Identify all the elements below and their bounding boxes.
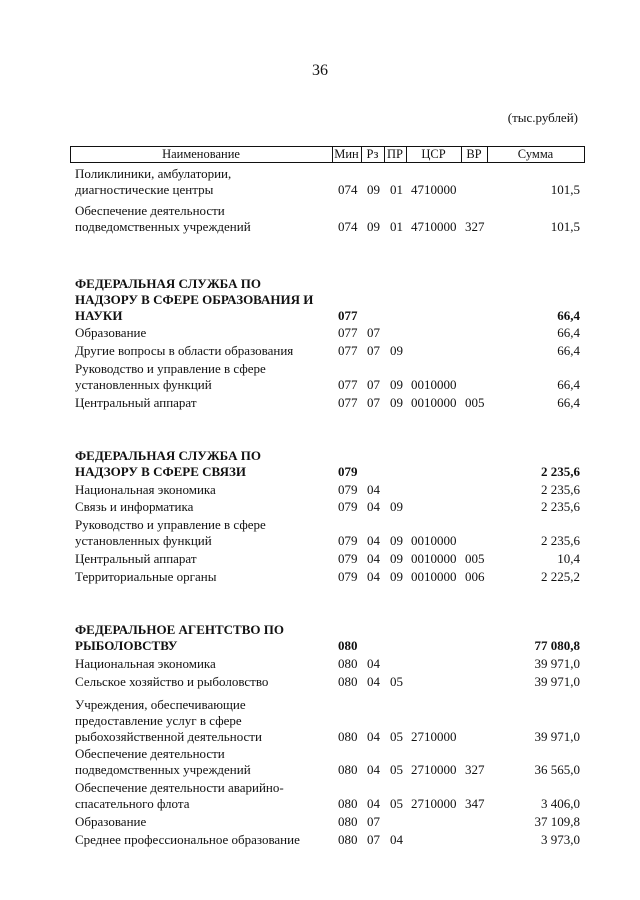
row-min: 077 <box>338 343 358 358</box>
row-vr: 006 <box>465 569 485 584</box>
row-sum: 101,5 <box>550 182 580 197</box>
row-csr: 0010000 <box>411 395 457 410</box>
row-sum: 2 235,6 <box>541 482 580 497</box>
row-pr: 09 <box>390 569 403 584</box>
row-name: Обеспечение деятельности подведомственных учреждений <box>75 746 251 777</box>
row-name: Связь и информатика <box>75 499 194 514</box>
row-name: Центральный аппарат <box>75 395 197 410</box>
units-label: (тыс.рублей) <box>507 110 578 125</box>
row-csr: 0010000 <box>411 533 457 548</box>
table-row <box>0 203 640 237</box>
row-rz: 07 <box>367 343 380 358</box>
row-csr: 0010000 <box>411 569 457 584</box>
row-sum: 39 971,0 <box>534 674 580 689</box>
row-sum: 66,4 <box>557 377 580 392</box>
row-sum: 37 109,8 <box>534 814 580 829</box>
header-bottom-border <box>70 162 585 163</box>
row-min: 079 <box>338 551 358 566</box>
header-min: Мин <box>332 146 362 162</box>
row-csr: 2710000 <box>411 729 457 744</box>
row-name: ФЕДЕРАЛЬНАЯ СЛУЖБА ПО НАДЗОРУ В СФЕРЕ ОБРАЗОВАНИЯ И НАУКИ <box>75 276 314 323</box>
row-min: 080 <box>338 674 358 689</box>
header-rz: Рз <box>361 146 385 162</box>
table-row <box>0 482 640 500</box>
row-min: 074 <box>338 182 358 197</box>
row-rz: 07 <box>367 814 380 829</box>
table-row <box>0 343 640 361</box>
row-min: 079 <box>338 482 358 497</box>
header-name: Наименование <box>70 146 333 162</box>
row-csr: 0010000 <box>411 551 457 566</box>
row-sum: 66,4 <box>557 395 580 410</box>
row-csr: 2710000 <box>411 762 457 777</box>
row-min: 077 <box>338 377 358 392</box>
row-sum: 3 973,0 <box>541 832 580 847</box>
table-row <box>0 395 640 413</box>
row-rz: 07 <box>367 832 380 847</box>
table-row <box>0 814 640 832</box>
row-min: 080 <box>338 729 358 744</box>
row-min: 074 <box>338 219 358 234</box>
table-row <box>0 517 640 551</box>
header-vr: ВР <box>461 146 488 162</box>
table-row <box>0 551 640 569</box>
table-row <box>0 499 640 517</box>
row-min: 077 <box>338 325 358 340</box>
row-min: 079 <box>338 464 358 479</box>
row-sum: 77 080,8 <box>534 638 580 653</box>
row-sum: 2 235,6 <box>541 464 580 479</box>
row-rz: 04 <box>367 656 380 671</box>
row-rz: 04 <box>367 499 380 514</box>
row-pr: 09 <box>390 377 403 392</box>
header-csr: ЦСР <box>406 146 462 162</box>
row-pr: 09 <box>390 533 403 548</box>
table-header <box>70 146 585 162</box>
row-min: 080 <box>338 814 358 829</box>
row-vr: 327 <box>465 762 485 777</box>
row-min: 079 <box>338 569 358 584</box>
row-sum: 10,4 <box>557 551 580 566</box>
row-min: 080 <box>338 832 358 847</box>
row-pr: 05 <box>390 762 403 777</box>
row-min: 080 <box>338 762 358 777</box>
row-sum: 39 971,0 <box>534 729 580 744</box>
row-pr: 09 <box>390 343 403 358</box>
table-row <box>0 622 640 656</box>
row-pr: 09 <box>390 395 403 410</box>
row-sum: 3 406,0 <box>541 796 580 811</box>
row-sum: 36 565,0 <box>534 762 580 777</box>
row-min: 080 <box>338 638 358 653</box>
table-row <box>0 656 640 674</box>
row-name: Образование <box>75 325 147 340</box>
row-rz: 07 <box>367 377 380 392</box>
row-min: 080 <box>338 656 358 671</box>
row-name: Учреждения, обеспечивающие предоставление услуг в сфере рыбохозяйственной деятельности <box>75 697 262 744</box>
table-row <box>0 697 640 747</box>
row-name: Руководство и управление в сфере установленных функций <box>75 517 266 548</box>
row-pr: 01 <box>390 182 403 197</box>
table-row <box>0 780 640 814</box>
table-row <box>0 569 640 587</box>
row-pr: 05 <box>390 674 403 689</box>
row-min: 077 <box>338 395 358 410</box>
table-row <box>0 361 640 395</box>
row-name: ФЕДЕРАЛЬНАЯ СЛУЖБА ПО НАДЗОРУ В СФЕРЕ СВЯЗИ <box>75 448 261 479</box>
table-row <box>0 832 640 850</box>
table-row <box>0 674 640 692</box>
row-sum: 66,4 <box>557 308 580 323</box>
row-rz: 04 <box>367 533 380 548</box>
row-min: 080 <box>338 796 358 811</box>
row-name: Образование <box>75 814 147 829</box>
row-sum: 101,5 <box>550 219 580 234</box>
row-csr: 2710000 <box>411 796 457 811</box>
row-sum: 2 225,2 <box>541 569 580 584</box>
row-name: Среднее профессиональное образование <box>75 832 300 847</box>
row-rz: 04 <box>367 569 380 584</box>
table-row <box>0 166 640 200</box>
page-number: 36 <box>312 62 328 79</box>
row-min: 077 <box>338 308 358 323</box>
row-pr: 01 <box>390 219 403 234</box>
row-pr: 05 <box>390 796 403 811</box>
row-pr: 04 <box>390 832 403 847</box>
row-name: ФЕДЕРАЛЬНОЕ АГЕНТСТВО ПО РЫБОЛОВСТВУ <box>75 622 284 653</box>
row-name: Обеспечение деятельности аварийно- спасательного флота <box>75 780 284 811</box>
row-rz: 07 <box>367 395 380 410</box>
row-csr: 4710000 <box>411 182 457 197</box>
row-vr: 005 <box>465 551 485 566</box>
row-name: Поликлиники, амбулатории, диагностические центры <box>75 166 232 197</box>
row-name: Национальная экономика <box>75 482 216 497</box>
row-name: Центральный аппарат <box>75 551 197 566</box>
row-sum: 66,4 <box>557 325 580 340</box>
row-sum: 39 971,0 <box>534 656 580 671</box>
row-sum: 66,4 <box>557 343 580 358</box>
header-sum: Сумма <box>487 146 585 162</box>
row-vr: 005 <box>465 395 485 410</box>
row-pr: 09 <box>390 499 403 514</box>
row-rz: 04 <box>367 796 380 811</box>
row-vr: 347 <box>465 796 485 811</box>
row-min: 079 <box>338 499 358 514</box>
row-rz: 09 <box>367 219 380 234</box>
row-name: Другие вопросы в области образования <box>75 343 294 358</box>
row-pr: 09 <box>390 551 403 566</box>
row-rz: 04 <box>367 762 380 777</box>
header-pr: ПР <box>384 146 407 162</box>
row-sum: 2 235,6 <box>541 499 580 514</box>
row-name: Обеспечение деятельности подведомственных учреждений <box>75 203 251 234</box>
table-row <box>0 325 640 343</box>
row-name: Руководство и управление в сфере установленных функций <box>75 361 266 392</box>
row-min: 079 <box>338 533 358 548</box>
row-name: Сельское хозяйство и рыболовство <box>75 674 269 689</box>
row-vr: 327 <box>465 219 485 234</box>
row-rz: 04 <box>367 674 380 689</box>
row-rz: 07 <box>367 325 380 340</box>
row-csr: 0010000 <box>411 377 457 392</box>
row-name: Национальная экономика <box>75 656 216 671</box>
row-rz: 04 <box>367 551 380 566</box>
row-pr: 05 <box>390 729 403 744</box>
table-row <box>0 276 640 326</box>
row-rz: 04 <box>367 482 380 497</box>
row-csr: 4710000 <box>411 219 457 234</box>
table-row <box>0 448 640 482</box>
row-name: Территориальные органы <box>75 569 217 584</box>
row-rz: 04 <box>367 729 380 744</box>
row-sum: 2 235,6 <box>541 533 580 548</box>
row-rz: 09 <box>367 182 380 197</box>
table-row <box>0 746 640 780</box>
